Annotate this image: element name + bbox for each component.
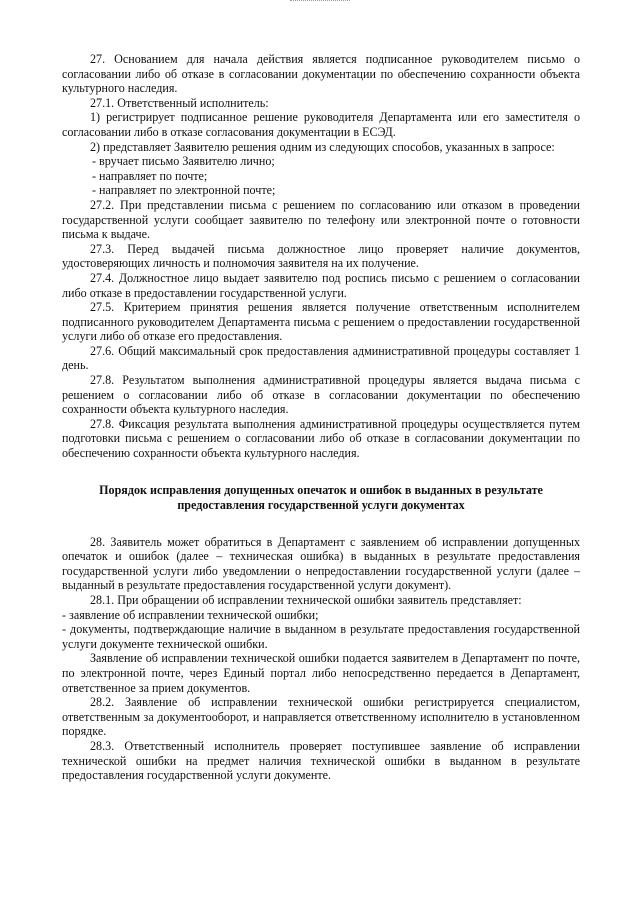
paragraph-p27: 27. Основанием для начала действия является подписанное руководителем письмо о согласовании либо об отказе в согласовании документации по обеспечению сохранности объекта культурного наследия. — [62, 52, 580, 96]
paragraph-p27-2: 27.2. При представлении письма с решением по согласованию или отказом в проведении государственной услуги сообщает заявителю по телефону или электронной почте о готовности письма к выдаче. — [62, 197, 580, 242]
paragraph-p28-3: 28.3. Ответственный исполнитель проверяет поступившее заявление об исправлении технической ошибки на предмет наличия технической ошибки в выданном в результате предоставления государственной услуги документе. — [62, 738, 580, 783]
paragraph-p27-1: 27.1. Ответственный исполнитель: — [90, 95, 269, 110]
paragraph-p27-8b: 27.8. Фиксация результата выполнения административной процедуры осуществляется путем подготовки письма с решением о согласовании либо об отказе в согласовании документации по обеспечению сохранности объекта культурного наследия. — [62, 416, 580, 461]
section-28-text — [62, 535, 580, 783]
paragraph-p27-1-1: 1) регистрирует подписанное решение руководителя Департамента или его заместителя о согласовании либо в отказе согласования документации в ЕСЭД. — [62, 110, 580, 139]
paragraph-p27-1-2b: - направляет по почте; — [92, 168, 208, 183]
section-heading-line-2: предоставления государственной услуги документах — [177, 497, 465, 512]
paragraph-p27-1-2: 2) представляет Заявителю решения одним из следующих способов, указанных в запросе: — [90, 139, 555, 154]
scan-artifact — [290, 0, 350, 4]
paragraph-p27-3: 27.3. Перед выдачей письма должностное лицо проверяет наличие документов, удостоверяющих личность и полномочия заявителя на их получение. — [62, 241, 580, 271]
paragraph-p28: 28. Заявитель может обратиться в Департамент с заявлением об исправлении допущенных опечаток и ошибок (далее – техническая ошибка) в выданных в результате предоставления государственной услуги либо уведомлении о непредоставлении государственной услуги (далее – выданный в результате предоставления государственной услуги документ). — [62, 534, 580, 593]
paragraph-p27-1-2a: - вручает письмо Заявителю лично; — [92, 154, 275, 169]
paragraph-p27-6: 27.6. Общий максимальный срок предоставления административной процедуры составляет 1 день. — [62, 343, 580, 373]
paragraph-p28-1a: - заявление об исправлении технической ошибки; — [62, 607, 319, 622]
paragraph-p27-1-2c: - направляет по электронной почте; — [92, 183, 276, 198]
paragraph-p27-5: 27.5. Критерием принятия решения является получение ответственным исполнителем подписанного руководителем Департамента письма с решением о предоставлении государственной услуги либо об отказе его предоставления. — [62, 300, 580, 344]
section-heading-line-1: Порядок исправления допущенных опечаток и ошибок в выданных в результате — [99, 482, 543, 497]
paragraph-p27-4: 27.4. Должностное лицо выдает заявителю под роспись письмо с решением о согласовании либо отказе в предоставлении государственной услуги. — [62, 270, 580, 300]
paragraph-p27-8a: 27.8. Результатом выполнения административной процедуры является выдача письма с решением о согласовании либо об отказе в согласовании документации по обеспечению сохранности объекта культурного наследия. — [62, 373, 580, 417]
paragraph-p28-1: 28.1. При обращении об исправлении технической ошибки заявитель представляет: — [90, 593, 522, 607]
paragraph-p28-1b: - документы, подтверждающие наличие в выданном в результате предоставления государственной услуги документе технической ошибки. — [62, 622, 580, 651]
section-27-text — [62, 52, 580, 461]
section-heading — [62, 483, 580, 513]
paragraph-p28-1c: Заявление об исправлении технической ошибки подается заявителем в Департамент по почте, по электронной почте, через Единый портал либо непосредственно передается в Департамент, ответственное за прием документов. — [62, 651, 580, 695]
paragraph-p28-2: 28.2. Заявление об исправлении технической ошибки регистрируется специалистом, ответственным за документооборот, и направляется ответственному исполнителю в установленном порядке. — [62, 695, 580, 739]
